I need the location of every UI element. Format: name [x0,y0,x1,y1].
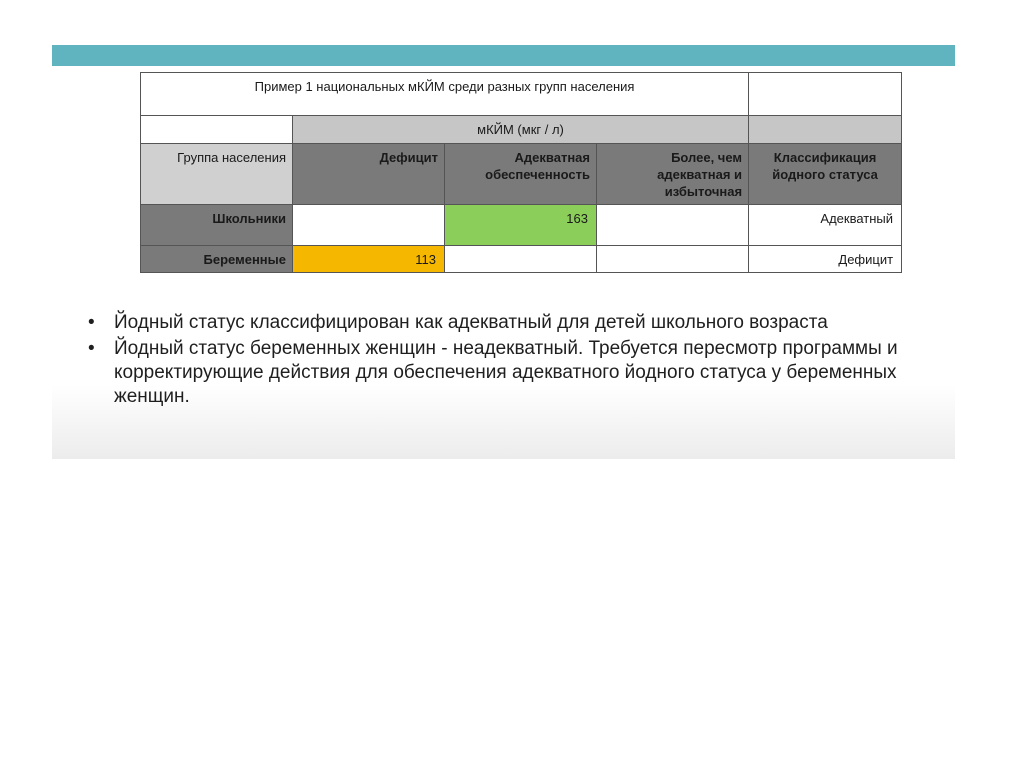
table-row [141,246,902,273]
cell-adequate: 163 [445,205,597,246]
slide [52,45,955,459]
top-accent-bar [52,45,955,66]
cell-adequate [445,246,597,273]
units-blank-cell [141,116,293,144]
row-group-label: Школьники [141,205,293,246]
conclusions-list [88,311,948,411]
header-adequate: Адекватная обеспеченность [445,144,597,205]
bullet-icon: • [88,312,95,333]
table-title-blank-cell [749,73,902,116]
iodine-status-table [140,72,902,273]
header-group: Группа населения [141,144,293,205]
list-item [88,311,948,335]
row-group-label: Беременные [141,246,293,273]
table-title: Пример 1 национальных мКЙМ среди разных групп населения [141,73,749,116]
bullet-text: Йодный статус классифицирован как адекватный для детей школьного возраста [114,312,828,333]
cell-excess [597,246,749,273]
list-item [88,337,948,409]
cell-deficit [293,205,445,246]
header-classification: Классификация йодного статуса [749,144,902,205]
table-row [141,205,902,246]
cell-status: Адекватный [749,205,902,246]
cell-excess [597,205,749,246]
cell-status: Дефицит [749,246,902,273]
bullet-text: Йодный статус беременных женщин - неадекватный. Требуется пересмотр программы и корректирующие действия для обеспечения адекватного йодного статуса у беременных женщин. [114,338,898,407]
units-header: мКЙМ (мкг / л) [293,116,749,144]
header-excess: Более, чем адекватная и избыточная [597,144,749,205]
cell-deficit: 113 [293,246,445,273]
header-deficit: Дефицит [293,144,445,205]
units-side-cell [749,116,902,144]
bullet-icon: • [88,338,95,359]
